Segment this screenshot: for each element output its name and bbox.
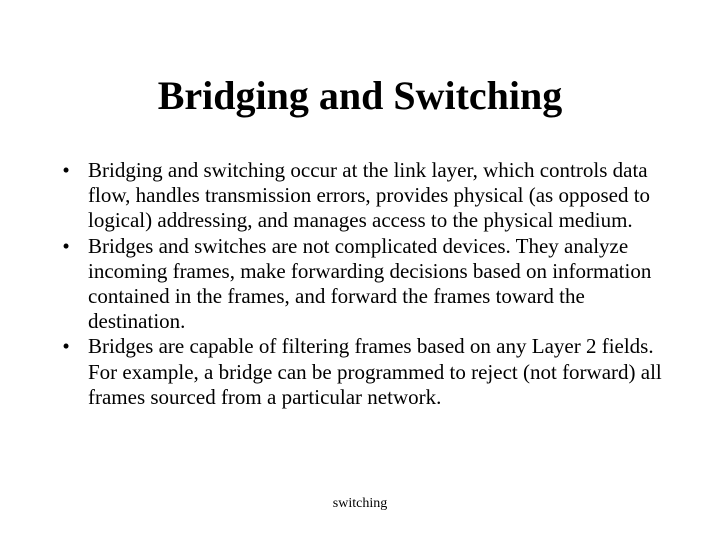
slide-title: Bridging and Switching (157, 73, 563, 118)
bullet-item (56, 234, 666, 335)
bullet-dot-icon: • (62, 158, 70, 182)
bullet-dot-icon: • (62, 233, 70, 258)
bullet-list (56, 158, 666, 410)
bullet-item (56, 158, 666, 234)
bullet-dot-icon: • (62, 334, 70, 359)
bullet-text: Bridging and switching occur at the link layer, which controls data flow, handles transmission errors, provides physical (as opposed to logical) addressing, and manages access to the physical medium. (88, 158, 651, 233)
slide-footer: switching (332, 496, 388, 511)
bullet-item (56, 334, 666, 410)
bullet-text: Bridges are capable of filtering frames based on any Layer 2 fields. For example, a bridge can be programmed to reject (not forward) all frames sourced from a particular network. (88, 334, 662, 409)
bullet-text: Bridges and switches are not complicated devices. They analyze incoming frames, make forwarding decisions based on information contained in the frames, and forward the frames toward the destination. (88, 233, 652, 334)
